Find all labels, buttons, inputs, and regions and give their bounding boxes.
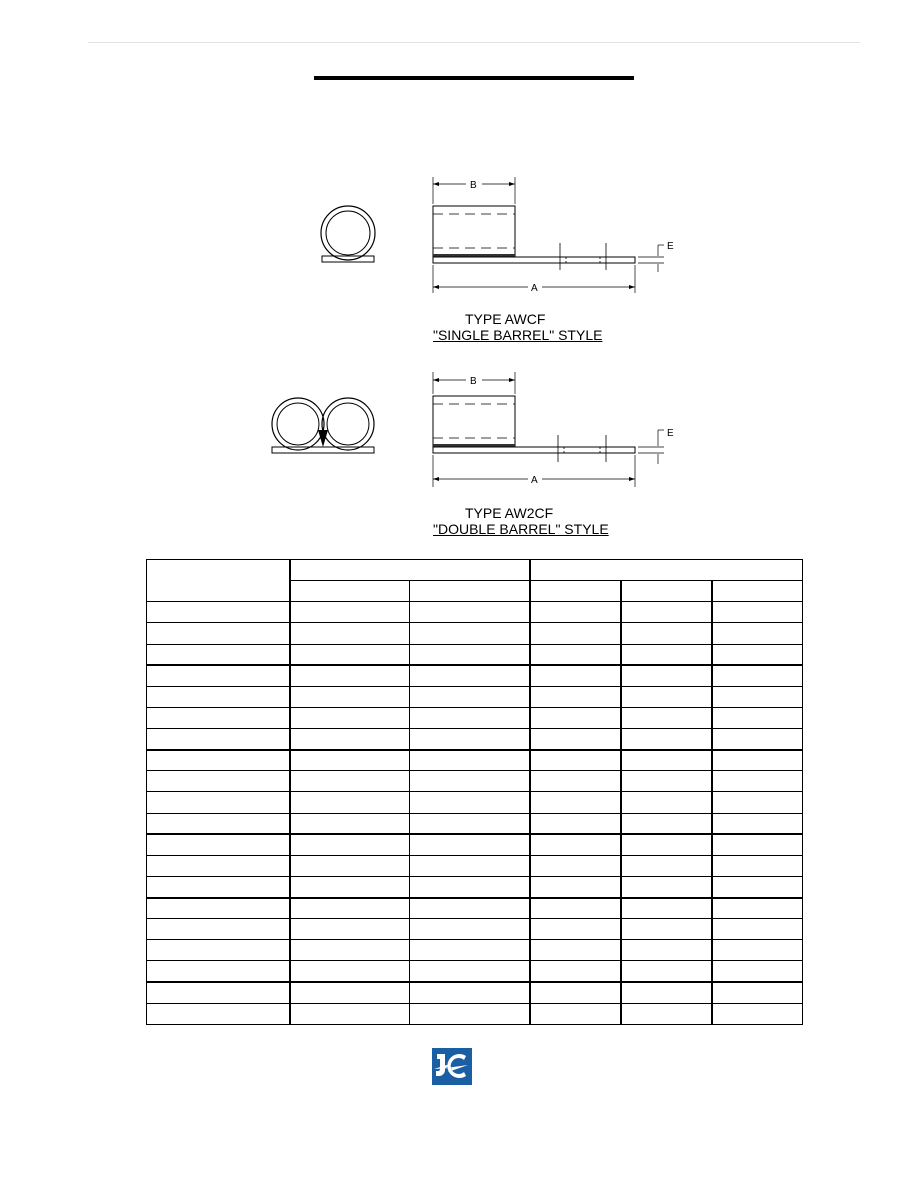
table-cell [621,750,712,771]
table-row [147,876,803,897]
table-cell [410,750,530,771]
table-cell [410,961,530,982]
table-cell [290,644,410,665]
table-cell [147,961,290,982]
table-cell [410,602,530,623]
table-cell [147,834,290,855]
table-cell [621,686,712,707]
table-cell [147,855,290,876]
table-cell [621,1003,712,1024]
table-cell [621,665,712,686]
table-cell [621,707,712,728]
table-cell [712,644,803,665]
fig2-dim-a: A [531,475,538,486]
table-cell [410,729,530,750]
table-cell [530,602,621,623]
table-cell [290,707,410,728]
table-row [147,771,803,792]
table-row [147,1003,803,1024]
table-cell [147,813,290,834]
table-cell [290,729,410,750]
table-cell [621,792,712,813]
technical-drawing [0,0,918,560]
table-cell [147,1003,290,1024]
fig2-style-text: "DOUBLE BARREL" STYLE [433,521,609,537]
table-cell [410,644,530,665]
table-cell [410,898,530,919]
table-cell [410,919,530,940]
table-cell [712,729,803,750]
table-cell [290,1003,410,1024]
table-cell [290,792,410,813]
table-cell [712,1003,803,1024]
table-row [147,792,803,813]
table-cell [410,855,530,876]
table-row [147,919,803,940]
table-cell [712,771,803,792]
table-cell [147,644,290,665]
fig2-type-label: TYPE AW2CF [465,505,554,521]
table-cell [290,961,410,982]
table-cell [712,834,803,855]
table-cell [621,813,712,834]
table-cell [712,982,803,1003]
table-cell [530,961,621,982]
fig1-type-label: TYPE AWCF [465,311,546,327]
table-cell [410,1003,530,1024]
fig1-dim-e: E [667,241,674,252]
table-cell [290,771,410,792]
table-cell [410,792,530,813]
fig2-style-label [433,521,609,538]
table-cell [290,982,410,1003]
table-cell [530,855,621,876]
table-cell [621,729,712,750]
table-cell [712,813,803,834]
table-cell [712,602,803,623]
table-cell [410,771,530,792]
table-cell [147,707,290,728]
table-cell [712,898,803,919]
table-row [147,623,803,644]
table-row [147,961,803,982]
specification-table [146,559,803,1025]
table-row [147,729,803,750]
table-row [147,940,803,961]
table-cell [621,898,712,919]
table-cell [712,792,803,813]
header-cell-group-1 [290,560,530,581]
subheader-cell [290,581,410,602]
fig2-dim-b: B [470,376,477,387]
table-row [147,855,803,876]
subheader-cell [530,581,621,602]
table-cell [290,898,410,919]
header-cell-catalog [147,560,290,602]
table-cell [712,855,803,876]
table-cell [530,686,621,707]
single-barrel-end-view [321,206,375,262]
table-cell [147,792,290,813]
table-cell [410,665,530,686]
table-cell [410,686,530,707]
table-cell [410,623,530,644]
single-barrel-side-view [433,177,664,293]
table-cell [147,729,290,750]
double-barrel-end-view [272,398,374,453]
table-cell [621,644,712,665]
table-cell [410,813,530,834]
table-cell [147,898,290,919]
table-cell [147,686,290,707]
table-cell [621,961,712,982]
fig1-dim-a: A [531,283,538,294]
table-cell [290,686,410,707]
table-row [147,982,803,1003]
double-barrel-side-view [433,372,664,487]
table-cell [530,834,621,855]
table-cell [712,665,803,686]
table-header-row [147,560,803,581]
subheader-cell [621,581,712,602]
table-row [147,898,803,919]
table-row [147,644,803,665]
table-cell [290,602,410,623]
table-row [147,665,803,686]
table-cell [290,623,410,644]
table-cell [621,602,712,623]
table-cell [530,876,621,897]
table-cell [410,982,530,1003]
table-cell [530,707,621,728]
table-cell [147,771,290,792]
table-cell [147,876,290,897]
table-cell [712,940,803,961]
table-cell [712,623,803,644]
subheader-cell [712,581,803,602]
table-cell [290,940,410,961]
table-cell [290,876,410,897]
table-cell [410,876,530,897]
company-logo [432,1048,472,1085]
table-cell [621,940,712,961]
table-cell [147,982,290,1003]
table-cell [290,813,410,834]
table-row [147,686,803,707]
table-cell [621,876,712,897]
table-cell [621,855,712,876]
table-cell [712,686,803,707]
table-cell [621,834,712,855]
table-cell [530,1003,621,1024]
table-cell [530,644,621,665]
table-cell [147,602,290,623]
table-cell [147,623,290,644]
table-cell [410,940,530,961]
table-cell [712,750,803,771]
table-cell [147,940,290,961]
table-cell [410,834,530,855]
table-row [147,813,803,834]
table-row [147,834,803,855]
table-cell [530,792,621,813]
table-cell [147,919,290,940]
table-row [147,750,803,771]
table-cell [621,623,712,644]
table-cell [530,623,621,644]
table-cell [712,707,803,728]
fig1-style-label [433,327,602,344]
table-cell [530,750,621,771]
table-cell [147,665,290,686]
header-cell-group-2 [530,560,803,581]
table-cell [290,834,410,855]
table-cell [530,665,621,686]
fig1-style-text: "SINGLE BARREL" STYLE [433,327,603,343]
table-cell [621,771,712,792]
table-cell [621,982,712,1003]
table-row [147,602,803,623]
table-cell [530,813,621,834]
table-cell [530,771,621,792]
table-row [147,707,803,728]
subheader-cell [410,581,530,602]
table-cell [530,898,621,919]
table-cell [530,729,621,750]
table-cell [290,665,410,686]
table-cell [712,961,803,982]
table-cell [147,750,290,771]
fig2-dim-e: E [667,428,674,439]
table-cell [712,876,803,897]
table-cell [712,919,803,940]
table-cell [530,982,621,1003]
table-cell [530,940,621,961]
fig1-dim-b: B [470,180,477,191]
table-cell [290,855,410,876]
table-cell [290,919,410,940]
table-cell [621,919,712,940]
table-cell [530,919,621,940]
table-cell [410,707,530,728]
table-cell [290,750,410,771]
